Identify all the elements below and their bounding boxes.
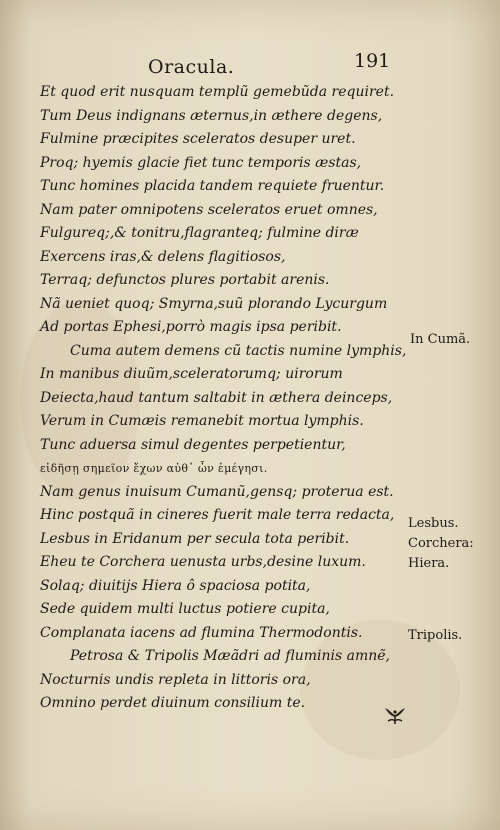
greek-line: εἰδῆσῃ σημεῖον ἔχων αὐθ᾽ ὧν ἐμέγησι. xyxy=(40,462,268,475)
verse-line: Verum in Cumæis remanebit mortua lymphis. xyxy=(40,413,364,429)
verse-line: Tunc homines placida tandem requiete fruentur. xyxy=(40,178,385,194)
verse-line: Nã ueniet quoq; Smyrna,suũ plorando Lycurgum xyxy=(40,295,388,312)
verse-line: Complanata iacens ad flumina Thermodontis. xyxy=(40,624,363,641)
verse-line: Petrosa & Tripolis Mæãdri ad fluminis amnẽ, xyxy=(70,648,390,664)
verse-text xyxy=(40,81,410,716)
running-title: Oracula. xyxy=(148,56,235,78)
verse-line: Et quod erit nusquam templũ gemebũda requiret. xyxy=(40,84,395,100)
verse-line: Eheu te Corchera uenusta urbs,desine luxum. xyxy=(40,554,366,570)
verse-line: Ad portas Ephesi,porrò magis ipsa peribit. xyxy=(40,319,342,335)
verse-line: Deiecta,haud tantum saltabit in æthera deinceps, xyxy=(40,389,393,406)
verse-line: Solaq; diuitijs Hiera ô spaciosa potita, xyxy=(40,577,311,594)
verse-line: Proq; hyemis glacie fiet tunc temporis æstas, xyxy=(40,154,362,171)
verse-line: Lesbus in Eridanum per secula tota peribit. xyxy=(40,530,350,547)
marginal-note-cuma: In Cumã. xyxy=(410,332,471,347)
verse-line: Fulmine præcipites sceleratos desuper uret. xyxy=(40,131,356,147)
marginal-note-lesbus: Lesbus. xyxy=(408,516,459,531)
verse-line: Sede quidem multi luctus potiere cupita, xyxy=(40,601,330,617)
verse-line: Nam genus inuisum Cumanũ,gensq; proterua est. xyxy=(40,483,394,500)
verse-line: Cuma autem demens cũ tactis numine lymphis, xyxy=(70,342,407,359)
verse-line: Hinc postquã in cineres fuerit male terra redacta, xyxy=(40,507,395,523)
verse-line: Omnino perdet diuinum consilium te. xyxy=(40,695,306,711)
verse-line: Fulgureq;,& tonitru,flagranteq; fulmine diræ xyxy=(40,225,359,241)
verse-line: Nam pater omnipotens sceleratos eruet omnes, xyxy=(40,201,378,218)
verse-line: Nocturnis undis repleta in littoris ora, xyxy=(40,671,311,688)
verse-line: Tunc aduersa simul degentes perpetientur, xyxy=(40,436,346,453)
verse-line: Terraq; defunctos plures portabit arenis. xyxy=(40,272,330,288)
verse-line: Tum Deus indignans æternus,in æthere degens, xyxy=(40,107,383,124)
marginal-note-tripolis: Tripolis. xyxy=(408,628,463,643)
marginal-note-corchera: Corchera: xyxy=(408,536,474,551)
fleuron-icon xyxy=(382,704,408,726)
verse-line: In manibus diuũm,sceleratorumq; uirorum xyxy=(40,366,343,382)
verse-line: Exercens iras,& delens flagitiosos, xyxy=(40,248,286,265)
marginal-note-hiera: Hiera. xyxy=(408,556,450,571)
page-number: 191 xyxy=(354,50,391,72)
